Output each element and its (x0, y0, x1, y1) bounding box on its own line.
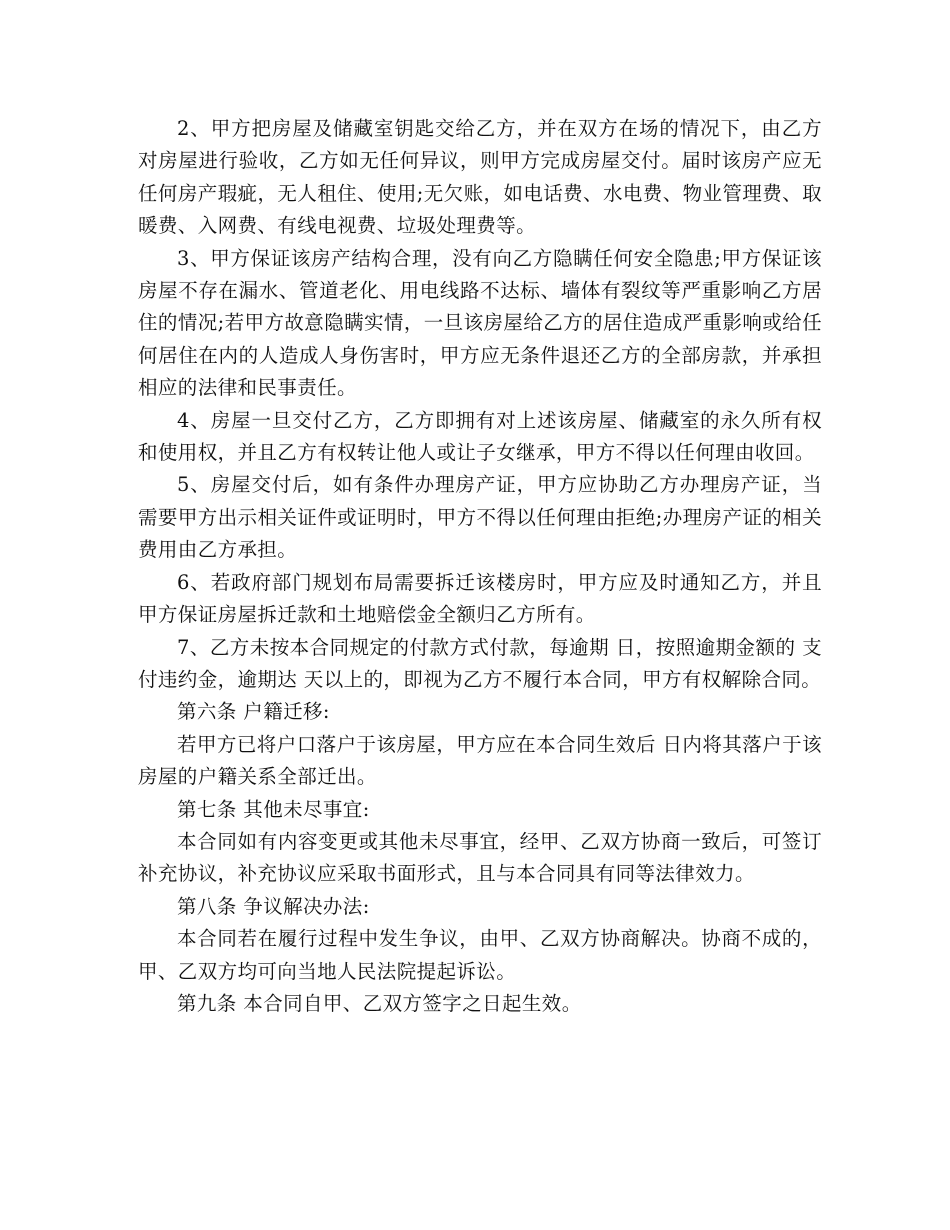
article-heading: 第六条 户籍迁移: (177, 700, 330, 724)
clause-paragraph: 4、房屋一旦交付乙方，乙方即拥有对上述该房屋、储藏室的永久所有权和使用权，并且乙方有权转让他人或让子女继承，甲方不得以任何理由收回。 (138, 408, 822, 465)
clause-paragraph: 若甲方已将户口落户于该房屋，甲方应在本合同生效后 日内将其落户于该房屋的户籍关系全部迁出。 (138, 732, 822, 789)
clause-paragraph: 本合同若在履行过程中发生争议，由甲、乙双方协商解决。协商不成的，甲、乙双方均可向当地人民法院提起诉讼。 (138, 927, 822, 983)
clause-paragraph: 2、甲方把房屋及储藏室钥匙交给乙方，并在双方在场的情况下，由乙方对房屋进行验收，乙方如无任何异议，则甲方完成房屋交付。届时该房产应无任何房产瑕疵，无人租住、使用;无欠账，如电话费、水电费、物业管理费、取暖费、入网费、有线电视费、垃圾处理费等。 (138, 117, 822, 238)
clause-paragraph: 7、乙方未按本合同规定的付款方式付款，每逾期 日，按照逾期金额的 支付违约金，逾期达 天以上的，即视为乙方不履行本合同，甲方有权解除合同。 (138, 635, 822, 691)
clause-paragraph: 6、若政府部门规划布局需要拆迁该楼房时，甲方应及时通知乙方，并且甲方保证房屋拆迁款和土地赔偿金全额归乙方所有。 (138, 570, 822, 627)
clause-paragraph: 本合同如有内容变更或其他未尽事宜，经甲、乙双方协商一致后，可签订补充协议，补充协议应采取书面形式，且与本合同具有同等法律效力。 (138, 829, 822, 886)
clause-paragraph: 5、房屋交付后，如有条件办理房产证，甲方应协助乙方办理房产证，当需要甲方出示相关证件或证明时，甲方不得以任何理由拒绝;办理房产证的相关费用由乙方承担。 (138, 473, 822, 562)
document-body (138, 113, 822, 1020)
article-heading: 第八条 争议解决办法: (177, 894, 370, 918)
clause-paragraph: 3、甲方保证该房产结构合理，没有向乙方隐瞒任何安全隐患;甲方保证该房屋不存在漏水、管道老化、用电线路不达标、墙体有裂纹等严重影响乙方居住的情况;若甲方故意隐瞒实情，一旦该房屋给乙方的居住造成严重影响或给任何居住在内的人造成人身伤害时，甲方应无条件退还乙方的全部房款，并承担相应的法律和民事责任。 (138, 246, 822, 400)
article-heading: 第九条 本合同自甲、乙双方签字之日起生效。 (177, 991, 582, 1015)
article-heading: 第七条 其他未尽事宜: (177, 797, 370, 821)
